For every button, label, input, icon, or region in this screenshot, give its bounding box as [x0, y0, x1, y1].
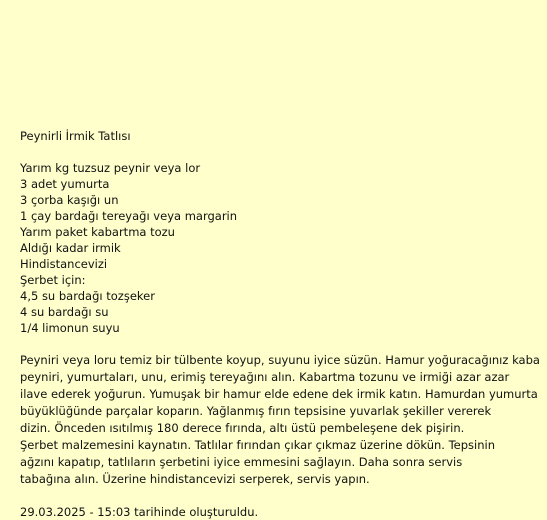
syrup-section-label: Şerbet için:	[20, 273, 86, 287]
ingredient-item: Yarım paket kabartma tozu	[20, 225, 175, 239]
instruction-line: peyniri, yumurtaları, unu, erimiş tereyağını alın. Kabartma tozunu ve irmiği azar azar	[20, 370, 510, 384]
recipe-title: Peynirli İrmik Tatlısı	[20, 129, 131, 143]
instruction-line: dizin. Önceden ısıtılmış 180 derece fırında, altı üstü pembeleşene dek pişirin.	[20, 421, 465, 435]
ingredient-list	[20, 160, 535, 336]
created-timestamp: 29.03.2025 - 15:03 tarihinde oluşturuldu.	[20, 505, 259, 519]
ingredient-item: 1/4 limonun suyu	[20, 321, 120, 335]
recipe-document	[20, 128, 540, 520]
instruction-line: ilave ederek yoğurun. Yumuşak bir hamur elde edene dek irmik katın. Hamurdan yumurta	[20, 387, 538, 401]
ingredient-item: Aldığı kadar irmik	[20, 241, 121, 255]
ingredient-item: 3 çorba kaşığı un	[20, 193, 119, 207]
instructions-paragraph	[20, 352, 540, 488]
ingredient-item: Hindistancevizi	[20, 257, 108, 271]
ingredient-item: Yarım kg tuzsuz peynir veya lor	[20, 161, 201, 175]
instruction-line: tabağına alın. Üzerine hindistancevizi serperek, servis yapın.	[20, 472, 370, 486]
instruction-line: ağzını kapatıp, tatlıların şerbetini iyice emmesini sağlayın. Daha sonra servis	[20, 455, 463, 469]
ingredient-item: 4,5 su bardağı tozşeker	[20, 289, 155, 303]
instruction-line: Peyniri veya loru temiz bir tülbente koyup, suyunu iyice süzün. Hamur yoğuracağınız kaba	[20, 353, 540, 367]
ingredient-item: 1 çay bardağı tereyağı veya margarin	[20, 209, 238, 223]
ingredient-item: 3 adet yumurta	[20, 177, 110, 191]
instruction-line: Şerbet malzemesini kaynatın. Tatlılar fırından çıkar çıkmaz üzerine dökün. Tepsinin	[20, 438, 495, 452]
ingredient-item: 4 su bardağı su	[20, 305, 109, 319]
instruction-line: büyüklüğünde parçalar koparın. Yağlanmış fırın tepsisine yuvarlak şekiller vererek	[20, 404, 492, 418]
